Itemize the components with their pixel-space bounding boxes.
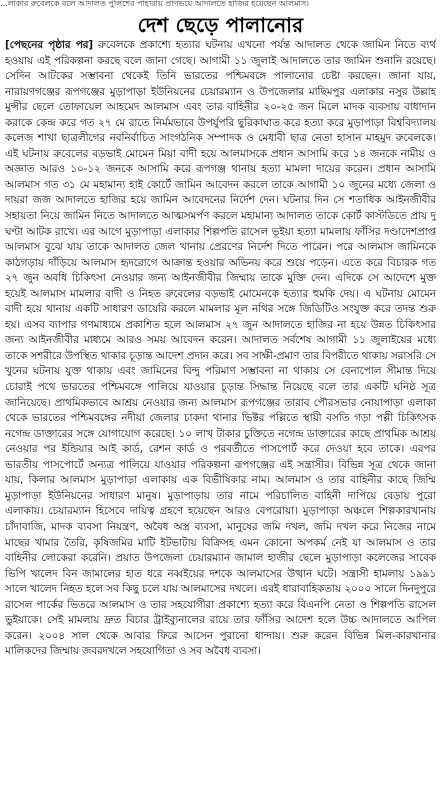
headline-container	[0, 11, 441, 41]
previous-column-fragment: ...লাকার রুবেলকে বলে আদালত পুলিশের পাহারায় প্রাণভয়ে আদালতে হাজির হয়েছেন আলমাস।	[0, 0, 310, 8]
continuation-marker: [পেছনের পৃষ্ঠার পর]	[5, 39, 94, 51]
headline: দেশ ছেড়ে পালানোর	[137, 13, 304, 37]
article-body	[5, 38, 436, 800]
article-body-text: রুবেলকে প্রকাশ্যে হত্যার ঘটনায় এখনো পর্যন্ত আদালত থেকে জামিন নিতে ব্যর্থ হওয়ায় এই পরিকল্পনা করছে বলে জানা গেছে। আগামী ১১ জুলাই আদালতে তার জামিন শুনানি রয়েছে। সেদিন আটকের সম্ভাবনা থেকেই তিনি ভারতের পশ্চিমবঙ্গে পালানোর চেষ্টা করছেন। জানা যায়, নারায়ণগঞ্জের রূপগঞ্জের মুড়াপাড়া ইউনিয়নের চেয়ারম্যান ও উপজেলার মাছিমপুর এলাকার নসুর উল্লাহ মুন্সীর ছেলে তোফায়েল আহমেদ আলমাস এবং তার বাহিনীর ২০-২৫ জন মিলে মাদক ব্যবসায় বাধাদান করাকে কেন্দ্র করে গত ২৭ মে রাতে নির্মমভাবে উপর্যুপরি ছুরিকাঘাত করে হত্যা করে মুড়াপাড়া বিশ্ববিদ্যালয় কলেজ শাখা ছাত্রলীগের নবনির্বাচিত সাংগঠনিক সম্পাদক ও মেধাবী ছাত্র নেতা হাসান মাহমুদ রুবেলকে। এই ঘটনায় রুবেলের বড়ভাই মোমেন মিয়া বাদী হয়ে আলমাসকে প্রধান আসামি করে ১৪ জনকে নামীয় ও অজ্ঞাত আরও ১০-১২ জনকে আসামি করে রূপগঞ্জ থানায় হত্যা মামলা দায়ের করেন। প্রধান আসামি আলমাস গত ৩১ মে মহামান্য হাই কোর্টে জামিন আবেদন করলে তাকে আগামী ১০ জুনের মধ্যে জেলা ও দায়রা জজ আদালতে হাজির হয়ে জামিন আবেদনের নির্দেশ দেন। ঘটনার দিন সে শতাধিক আইনজীবীর সহায়তা নিয়ে জামিন নিতে আদালতে আত্মসমর্পণ করলে মহামান্য আদালত তাকে কোর্ট কাস্টডিতে প্রায় দু ঘণ্টা আটক রাখে। এর আগে মুড়াপাড়া এলাকার শিল্পপতি রাসেল ভূইয়া হত্যা মামলায় ফাঁসির দণ্ডাদেশপ্রাপ্ত আলমাস বুঝে যায় তাকে আদালত জেল খানায় প্রেরণের নির্দেশ দিতে পারেন। পরে আলমাস জামিনকে কাঠগড়ায় দাঁড়িয়ে আলমাস হৃদরোগে আক্রান্ত হওয়ার অভিনয় করে শুয়ে পড়েন। এতে করে বিচারক গত ২৭ জুন অবধি চিকিৎসা নেওয়ার জন্য আইনজীবীর জিম্মায় তাকে মুক্তি দেন। এদিকে সে আদেশে মুক্ত হয়েই আলমাস মামলার বাদী ও নিহত রুবেলের বড়ভাই মোমেনকে হত্যার হুমকি দেয়। এ ঘটনায় মোমেন বাদী হয়ে থানায় একটি সাধারণ ডায়েরি করলে মামলার মূল নথির সঙ্গে জিডিটিও সংযুক্ত করে তদন্ত শুরু হয়। এসব ব্যাপার গণমাধ্যমে প্রকাশিত হলে আলমাস ২৭ জুন আদালতে হাজির না হয়ে উন্নত চিকিৎসার জন্য আইনজীবীর মাধ্যমে আরও সময় আবেদন করেন। আদালত সর্বশেষ আগামী ১১ জুলাইয়ের মধ্যে তাকে সশরীরে উপস্থিত থাকার চূড়ান্ত আদেশ প্রদান করে। সব সাক্ষী-প্রমাণ তার বিপরীতে থাকায় সরাসরি সে খুনের ঘটনায় যুক্ত থাকায় এবং জামিনের বিন্দু পরিমাণ সম্ভাবনা না থাকায় সে বেনাপোল সীমান্ত দিয়ে চোরাই পথে ভারতের পশ্চিমবঙ্গে পালিয়ে যাওয়ার চূড়ান্ত সিদ্ধান্ত নিয়েছে বলে তার একটি ঘনিষ্ঠ সূত্র জানিয়েছে। প্রাথমিকভাবে আশ্রয় নেওয়ার জন্য আলমাস রূপগঞ্জের তারাব পৌরসভার নোয়াপাড়া এলাকা থেকে ভারতের পশ্চিমবঙ্গের নদীয়া জেলার চাকদা থানার ভিক্টর পল্লিতে স্থায়ী বসতি গড়া পল্লী চিকিৎসক নগেন্দ্র ডাক্তারের সঙ্গে যোগাযোগ করেছে। ১০ লাখ টাকার চুক্তিতে নগেন্দ্র ডাক্তারের কাছে প্রাথমিক আশ্রয় নেওয়ার পর ইন্ডিয়ার আই কার্ড, রেশন কার্ড ও পরবর্তীতে পাসপোর্ট করে দেওয়া হবে তাকে। এরপর ভারতীয় পাসপোর্টে অন্যত্র পালিয়ে যাওয়ার পরিকল্পনা রূপগঞ্জের এই সন্ত্রাসীর। বিভিন্ন সূত্র থেকে জানা যায়, কিলার আলমাস মুড়াপাড়া এলাকায় এক বিভীষিকার নাম। আলমাস ও তার বাহিনীর কাছে জিম্মি মুড়াপাড়া ইউনিয়নের সাধারণ মানুষ। মুড়াপাড়ায় তার নামে পরিচালিত বাহিনী দাপিয়ে বেড়ায় পুরো এলাকায়। চেয়ারম্যান হিসেবে দায়িত্ব গ্রহণে হয়েছেন আরও বেপরোয়া। মুড়াপাড়া অঞ্চলে শিল্পকারখানায় চাঁদাবাজি, মাদক ব্যবসা নিয়ন্ত্রণ, অবৈধ অস্ত্র ব্যবসা, মানুষের জমি দখল, জমি দখল করে নিজের নামে মাছের খামার তৈরি, কৃষিজমির মাটি ইটভাটায় বিক্রিসহ এমন কোনো অপকর্ম নেই যা আলমাস ও তার বাহিনীর লোকেরা করেনি। প্রয়াত উপজেলা চেয়ারম্যান জামাল হাজীর ছেলে মুড়াপাড়া কলেজের সাবেক ভিপি খালেদ বিন জামালের হাত ধরে নব্বইয়ের দশকে আলমাসের উত্থান ঘটে। সন্ত্রাসী হামলায় ১৯৯১ সালে খালেদ নিহত হলে সব কিছু চলে যায় আলমাসের দখলে। এরই ধারাবাহিকতায় ২০০০ সালে দিনদুপুরে রাসেল পার্কের ভিতরে আলমাস ও তার সহযোগীরা প্রকাশ্যে হত্যা করে বিএনপি নেতা ও শিল্পপতি রাসেল ভুইয়াকে। সেই মামলায় দ্রুত বিচার ট্রাইব্যুনালের রায়ে তার ফাঁসির আদেশ হলে উচ্চ আদালতে আপিল করেন। ২০০৪ সাল থেকে আবার ফিরে আসেন পুরানো ধান্দায়। শুরু করেন বিভিন্ন মিল-কারখানার মালিকদের জিম্মায় জবরদখলে সহযোগিতা ও সব অবৈধ ব্যবসা।	[5, 39, 436, 658]
article-paragraph	[5, 38, 436, 660]
